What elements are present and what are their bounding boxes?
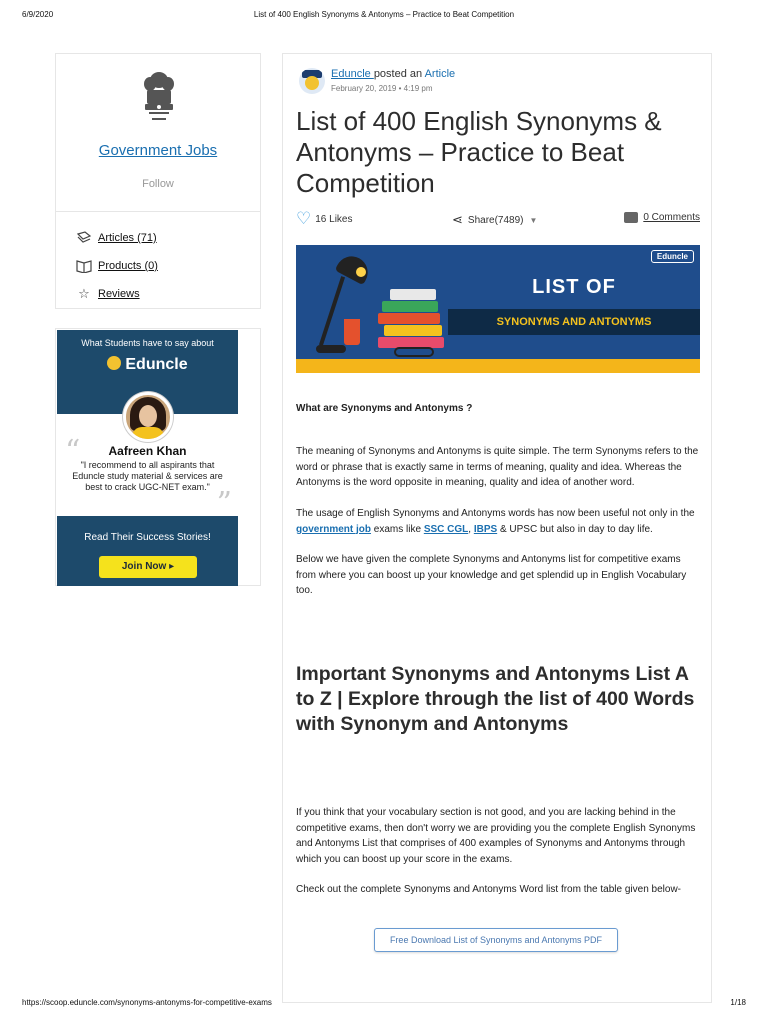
article-banner xyxy=(296,245,700,373)
para2-text-d: & UPSC but also in day to day life. xyxy=(497,523,653,535)
banner-headline-box xyxy=(448,272,700,308)
likes-count: 16 Likes xyxy=(315,213,353,225)
paragraph-2 xyxy=(296,506,700,537)
ad-cta-text: Read Their Success Stories! xyxy=(84,532,211,543)
comment-icon xyxy=(624,212,638,223)
paragraph-3: Below we have given the complete Synonyms and Antonyms list for competitive exams from where you can boost up your knowledge and get splendid up in English Vocabulary too. xyxy=(296,554,687,596)
books-icon xyxy=(378,289,448,349)
banner-line2: SYNONYMS AND ANTONYMS xyxy=(448,309,700,335)
print-title: List of 400 English Synonyms & Antonyms – Practice to Beat Competition xyxy=(253,10,515,19)
glasses-icon xyxy=(394,347,434,357)
nav-item-products[interactable] xyxy=(76,252,256,280)
paragraph-5: Check out the complete Synonyms and Antonyms Word list from the table given below- xyxy=(296,884,682,895)
banner-line1: LIST OF xyxy=(532,276,616,298)
eduncle-mascot-icon xyxy=(107,356,121,370)
nav-item-articles[interactable] xyxy=(76,224,256,252)
article-title: List of 400 English Synonyms & Antonyms – Practice to Beat Competition xyxy=(296,106,662,198)
ad-brand xyxy=(57,356,238,374)
print-page-number: 1/18 xyxy=(730,998,746,1007)
print-footer xyxy=(22,998,746,1010)
like-button[interactable] xyxy=(296,209,353,228)
heart-icon: ♡ xyxy=(296,209,312,228)
comments-count: 0 Comments xyxy=(643,212,700,223)
star-icon: ☆ xyxy=(78,286,90,301)
paragraph-4: If you think that your vocabulary section is not good, and you are lacking behind in the competitive exams, then don't worry we are providing you the complete English Synonyms and Antonyms List that comprises of 400 examples of Synonyms and Antonyms through which you can boost up your score in the exams. xyxy=(296,807,696,865)
article-actions xyxy=(296,209,700,230)
post-date: February 20, 2019 • 4:19 pm xyxy=(331,84,433,93)
join-now-button[interactable]: Join Now ▸ xyxy=(99,556,197,578)
testimonial-quote: "I recommend to all aspirants that Eduncle study material & services are best to crack UGC-NET exam." xyxy=(72,460,223,492)
ad-headline: What Students have to say about xyxy=(81,338,214,348)
profile-name-link[interactable]: Government Jobs xyxy=(98,142,218,159)
question-heading: What are Synonyms and Antonyms ? xyxy=(296,403,473,414)
government-job-link[interactable]: government job xyxy=(296,523,372,535)
posted-text: posted an xyxy=(373,68,425,80)
testimonial-ad[interactable] xyxy=(57,330,238,586)
articles-icon xyxy=(76,231,92,245)
nav-label-products: Products (0) xyxy=(98,260,158,272)
profile-card xyxy=(55,53,261,309)
nav-item-reviews[interactable] xyxy=(76,280,256,308)
print-header xyxy=(22,10,746,22)
eduncle-logo: Eduncle xyxy=(651,250,694,263)
ssc-cgl-link[interactable]: SSC CGL xyxy=(423,523,469,535)
share-button[interactable] xyxy=(452,212,537,228)
author-link[interactable]: Eduncle xyxy=(331,68,374,80)
nav-label-articles: Articles (71) xyxy=(98,232,157,244)
national-emblem-icon xyxy=(139,68,179,128)
para2-text-b: exams like xyxy=(371,523,424,535)
print-url: https://scoop.eduncle.com/synonyms-antonyms-for-competitive-exams xyxy=(22,998,272,1007)
products-icon xyxy=(76,259,92,273)
profile-nav xyxy=(76,224,256,308)
section-heading: Important Synonyms and Antonyms List A to Z | Explore through the list of 400 Words with Synonym and Antonyms xyxy=(296,663,695,735)
quote-close-icon: ” xyxy=(216,486,232,521)
author-line xyxy=(331,68,455,80)
para2-text-a: The usage of English Synonyms and Antonyms words has now been useful not only in the xyxy=(296,508,695,519)
quote-open-icon: “ xyxy=(65,434,81,469)
share-count: Share(7489) xyxy=(467,214,524,226)
student-avatar xyxy=(123,392,173,442)
download-pdf-button[interactable]: Free Download List of Synonyms and Antonyms PDF xyxy=(374,928,618,952)
paragraph-1: The meaning of Synonyms and Antonyms is quite simple. The term Synonyms refers to the word or phrase that is exactly same in terms of meaning, quality and idea. Whereas the Antonyms is the word opposite in meaning, quality and idea of another word. xyxy=(296,446,699,488)
comments-link[interactable] xyxy=(624,212,700,223)
ad-brand-text: Eduncle xyxy=(125,356,188,373)
nav-label-reviews: Reviews xyxy=(98,288,140,300)
post-type-link[interactable]: Article xyxy=(424,68,456,80)
article-card xyxy=(282,53,712,1003)
pen-cup-icon xyxy=(344,319,360,345)
banner-stripe xyxy=(296,359,700,373)
share-icon: ⋖ xyxy=(452,212,463,227)
ibps-link[interactable]: IBPS xyxy=(473,523,498,535)
chevron-down-icon: ▼ xyxy=(529,215,538,225)
para2-text-c: , xyxy=(468,523,474,535)
divider xyxy=(56,211,260,212)
print-date: 6/9/2020 xyxy=(22,10,54,19)
follow-button[interactable]: Follow xyxy=(142,178,174,190)
lamp-icon xyxy=(319,276,345,346)
author-avatar[interactable] xyxy=(299,68,325,94)
student-name: Aafreen Khan xyxy=(108,444,187,458)
ad-card xyxy=(55,328,261,586)
